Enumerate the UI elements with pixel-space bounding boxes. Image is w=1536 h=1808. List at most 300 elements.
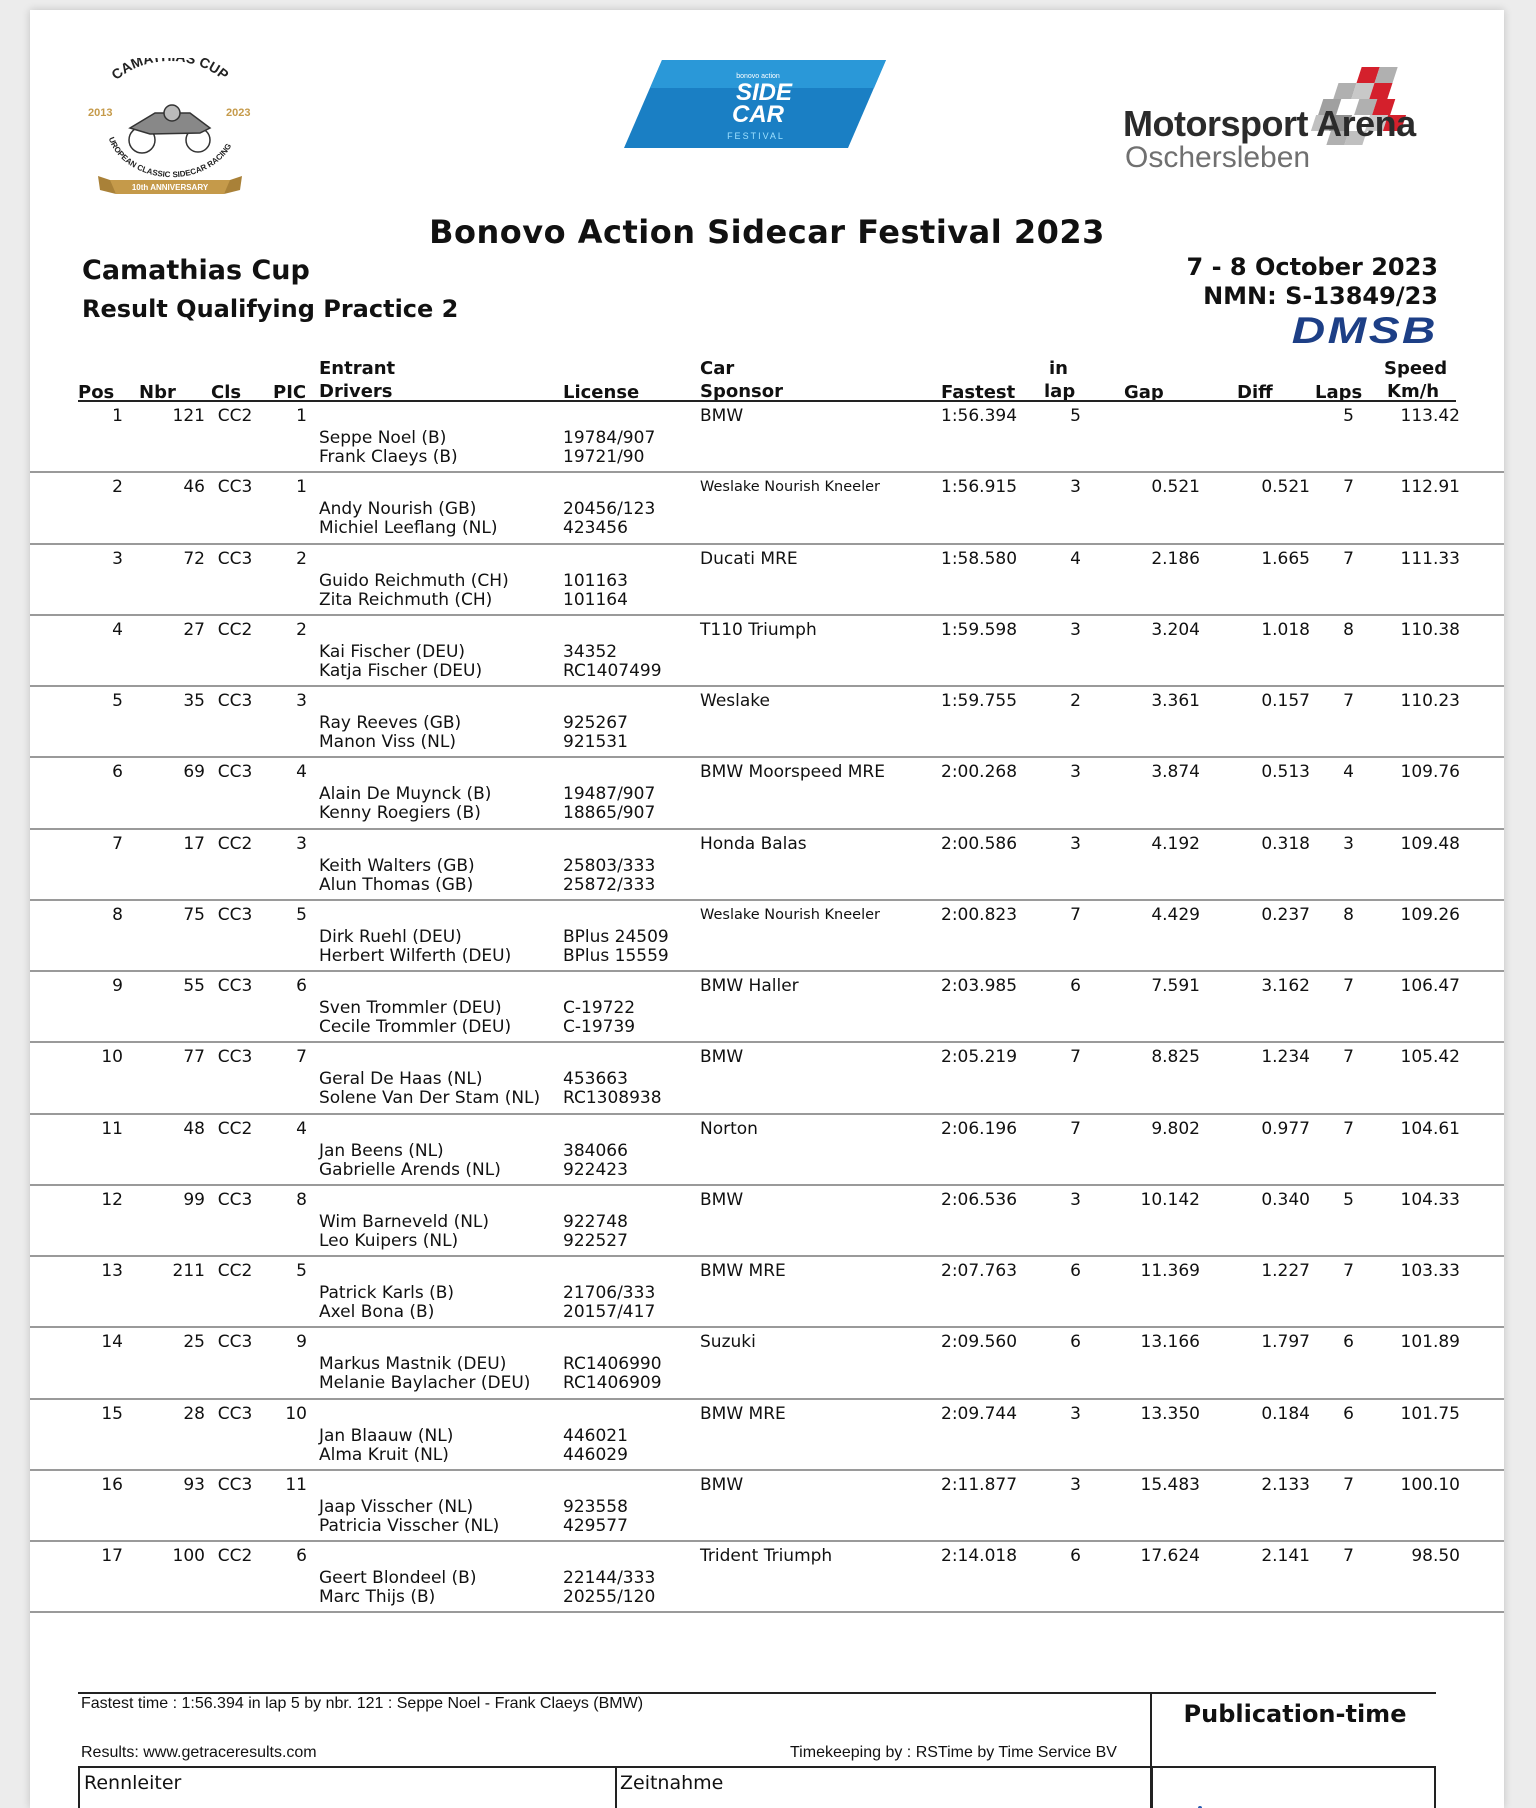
cell-driver2: Solene Van Der Stam (NL) [319,1088,541,1109]
cell-driver1: Guido Reichmuth (CH) [319,570,509,591]
cell-license1: 453663 [563,1069,628,1090]
cell-driver2: Kenny Roegiers (B) [319,803,481,824]
cell-fastest: 1:56.394 [941,406,1018,426]
cell-pic: 9 [296,1332,307,1353]
cell-speed: 111.33 [1400,548,1460,569]
cell-car: Norton [700,1118,758,1139]
cell-nbr: 121 [172,406,205,426]
cell-license2: 429577 [563,1515,628,1536]
event-date: 7 - 8 October 2023 [1186,253,1438,281]
cell-speed: 112.91 [1400,477,1460,498]
publication-time-label: Publication-time [1183,1700,1407,1728]
cell-diff: 0.237 [1261,904,1310,925]
col-diff: Diff [1237,382,1273,403]
cell-car: BMW [700,1047,744,1068]
cell-car: BMW MRE [700,1261,786,1281]
cell-driver2: Manon Viss (NL) [319,732,456,752]
cell-laps: 6 [1343,1332,1354,1353]
cell-in-lap: 6 [1070,1546,1081,1566]
cell-driver1: Sven Trommler (DEU) [319,998,502,1018]
cell-pic: 6 [296,1546,307,1566]
cell-pic: 6 [296,976,307,996]
timekeeping-note: Timekeeping by : RSTime by Time Service BV [790,1744,1117,1761]
cell-pos: 10 [101,1047,123,1068]
cell-nbr: 69 [183,762,205,783]
nmn-number: NMN: S-13849/23 [1203,282,1438,310]
cell-speed: 105.42 [1400,1047,1460,1068]
col-in: in [1049,358,1068,379]
cell-fastest: 1:56.915 [941,477,1018,498]
table-row [30,758,1504,829]
cell-pic: 10 [285,1403,307,1424]
cell-pic: 3 [296,833,307,854]
col-gap: Gap [1124,382,1164,403]
col-entrant: Entrant [319,358,396,379]
cell-pos: 8 [112,904,123,925]
cell-gap: 4.192 [1151,833,1200,854]
col-pos: Pos [78,382,115,403]
cell-nbr: 77 [183,1047,205,1068]
cell-license1: 384066 [563,1140,628,1161]
cell-nbr: 17 [183,833,205,854]
cell-gap: 9.802 [1151,1118,1200,1139]
table-row [30,830,1504,901]
cell-license2: BPlus 15559 [563,945,669,966]
svg-text:SIDE: SIDE [735,79,793,106]
camathias-cup-logo [80,58,260,208]
cell-speed: 104.33 [1400,1189,1460,1210]
cell-pos: 4 [112,619,123,640]
cell-pos: 15 [101,1403,123,1424]
cell-speed: 101.75 [1400,1403,1460,1424]
cell-fastest: 2:09.560 [941,1332,1018,1353]
cell-driver1: Jaap Visscher (NL) [319,1496,474,1517]
cell-diff: 0.340 [1261,1189,1310,1210]
cell-nbr: 72 [183,548,205,569]
cell-driver2: Katja Fischer (DEU) [319,660,483,681]
cell-pic: 2 [296,548,307,569]
cell-license1: 446021 [563,1425,628,1446]
col-cls: Cls [211,382,242,403]
cell-nbr: 28 [183,1403,205,1424]
cell-laps: 7 [1343,477,1354,498]
cell-speed: 103.33 [1400,1261,1460,1281]
cell-laps: 7 [1343,1261,1354,1281]
camathias-logo-text: CAMA S CUP [108,58,232,83]
svg-text:CAR: CAR [732,101,784,128]
cell-diff: 0.513 [1261,762,1310,783]
cell-license2: 423456 [563,518,628,539]
cell-gap: 2.186 [1151,548,1200,569]
arena-location: Oschersleben [1125,141,1311,174]
cell-nbr: 25 [183,1332,205,1353]
cell-car: BMW Moorspeed MRE [700,762,885,783]
cell-driver1: Wim Barneveld (NL) [319,1211,490,1232]
cell-driver1: Seppe Noel (B) [319,428,447,448]
cell-laps: 7 [1343,976,1354,996]
cell-driver2: Axel Bona (B) [319,1302,435,1322]
cell-driver1: Jan Blaauw (NL) [319,1425,454,1446]
cell-diff: 0.184 [1261,1403,1310,1424]
cell-diff: 1.018 [1261,619,1310,640]
cell-in-lap: 6 [1070,1261,1081,1281]
cell-gap: 11.369 [1140,1261,1200,1281]
cell-fastest: 1:58.580 [941,548,1018,569]
cell-diff: 0.157 [1261,691,1310,711]
cell-in-lap: 3 [1070,833,1081,854]
cell-speed: 101.89 [1400,1332,1460,1353]
cell-license2: 20157/417 [563,1302,656,1322]
cell-pos: 9 [112,976,123,996]
svg-text:10th ANNIVERSARY: 10th ANNIVERSARY [131,183,209,192]
cell-car: Ducati MRE [700,548,798,569]
cell-pic: 8 [296,1189,307,1210]
table-row [30,1328,1504,1399]
table-row [30,1471,1504,1542]
cell-driver1: Kai Fischer (DEU) [319,641,466,662]
cell-license1: 101163 [563,570,628,591]
cell-driver1: Alain De Muynck (B) [319,784,492,805]
cell-cls: CC2 [217,1118,253,1139]
cell-in-lap: 5 [1070,406,1081,426]
cell-speed: 109.76 [1400,762,1460,783]
table-row [30,616,1504,687]
cell-license1: RC1406990 [563,1354,662,1375]
cell-in-lap: 3 [1070,762,1081,783]
svg-text:2013: 2013 [88,107,113,119]
cell-license1: 19487/907 [563,784,656,805]
cell-driver2: Melanie Baylacher (DEU) [319,1373,531,1394]
cell-nbr: 35 [183,691,205,711]
cell-pic: 2 [296,619,307,640]
cell-driver1: Geert Blondeel (B) [319,1568,477,1588]
cell-cls: CC2 [217,406,253,426]
cell-cls: CC2 [217,1261,253,1281]
cell-car: BMW [700,406,744,426]
stamp-mark [1170,1802,1230,1808]
cell-gap: 0.521 [1151,477,1200,498]
cell-cls: CC3 [217,1047,253,1068]
col-drivers: Drivers [319,381,393,402]
svg-text:EUROPEAN CLASSIC SIDECAR RACIN: UROPEAN CLASSIC SIDECAR RACING [106,135,234,180]
cell-pos: 17 [101,1546,123,1566]
event-title: Bonovo Action Sidecar Festival 2023 [429,213,1105,251]
cell-diff: 2.141 [1261,1546,1310,1566]
cell-gap: 10.142 [1140,1189,1200,1210]
cell-gap: 13.350 [1140,1403,1200,1424]
table-row [30,1186,1504,1257]
cell-pic: 5 [296,904,307,925]
cell-pic: 1 [296,477,307,498]
table-row [30,1043,1504,1114]
cell-fastest: 1:59.755 [941,691,1018,711]
cell-speed: 104.61 [1400,1118,1460,1139]
cell-license2: 446029 [563,1444,628,1465]
cell-license2: 25872/333 [563,874,656,895]
cell-car: Weslake Nourish Kneeler [700,479,880,496]
cell-diff: 1.234 [1261,1047,1310,1068]
col-car: Car [700,358,735,379]
cell-gap: 3.874 [1151,762,1200,783]
cell-gap: 15.483 [1140,1474,1200,1495]
table-row [30,402,1504,473]
result-sheet [30,10,1504,1808]
cell-laps: 7 [1343,691,1354,711]
cell-driver1: Geral De Haas (NL) [319,1069,483,1090]
cell-fastest: 2:09.744 [941,1403,1018,1424]
svg-text:bonovo action: bonovo action [736,73,780,80]
svg-text:FESTIVAL: FESTIVAL [727,131,785,141]
cell-speed: 98.50 [1411,1546,1460,1566]
cell-car: Weslake [700,691,770,711]
cell-car: BMW Haller [700,976,799,996]
cell-driver1: Dirk Ruehl (DEU) [319,926,462,947]
cell-license1: 19784/907 [563,428,656,448]
cell-fastest: 2:00.586 [941,833,1018,854]
cell-fastest: 2:03.985 [941,976,1018,996]
cell-laps: 6 [1343,1403,1354,1424]
cell-pic: 1 [296,406,307,426]
cell-pos: 6 [112,762,123,783]
cell-driver2: Marc Thijs (B) [319,1587,436,1607]
cell-license2: 18865/907 [563,803,656,824]
cell-nbr: 55 [183,976,205,996]
cell-car: Honda Balas [700,833,807,854]
cell-nbr: 93 [183,1474,205,1495]
cell-diff: 0.318 [1261,833,1310,854]
rennleiter-label: Rennleiter [84,1772,182,1794]
cell-diff: 1.665 [1261,548,1310,569]
cell-diff: 1.797 [1261,1332,1310,1353]
cell-license2: RC1308938 [563,1088,662,1109]
cell-license1: 922748 [563,1211,628,1232]
col-pic: PIC [273,382,307,403]
cell-diff: 3.162 [1261,976,1310,996]
cell-license2: 922423 [563,1159,628,1180]
cell-pos: 2 [112,477,123,498]
cell-cls: CC3 [217,1474,253,1495]
cell-fastest: 2:00.823 [941,904,1018,925]
cell-cls: CC2 [217,1546,253,1566]
cell-driver1: Keith Walters (GB) [319,855,475,876]
table-row [30,473,1504,544]
cell-driver2: Herbert Wilferth (DEU) [319,945,512,966]
cell-fastest: 1:59.598 [941,619,1018,640]
cell-license1: 22144/333 [563,1568,656,1588]
cell-in-lap: 6 [1070,976,1081,996]
cell-nbr: 48 [183,1118,205,1139]
cell-laps: 5 [1343,406,1354,426]
cell-license2: C-19739 [563,1017,636,1037]
cell-speed: 110.38 [1400,619,1460,640]
cell-laps: 7 [1343,1546,1354,1566]
fastest-time-note: Fastest time : 1:56.394 in lap 5 by nbr. 121 : Seppe Noel - Frank Claeys (BMW) [81,1695,644,1712]
cell-nbr: 100 [172,1546,205,1566]
svg-text:CAMATHIAS CUP [108,58,232,83]
table-row [30,545,1504,616]
cell-license1: BPlus 24509 [563,926,669,947]
cell-in-lap: 7 [1070,1118,1081,1139]
cell-car: BMW [700,1189,744,1210]
cell-cls: CC3 [217,904,253,925]
cell-pic: 3 [296,691,307,711]
cell-driver2: Cecile Trommler (DEU) [319,1017,512,1037]
cell-driver2: Leo Kuipers (NL) [319,1230,459,1251]
cell-in-lap: 3 [1070,619,1081,640]
cell-pic: 11 [285,1474,307,1495]
cell-cls: CC3 [217,976,253,996]
col-nbr: Nbr [139,382,176,403]
cell-license2: 19721/90 [563,447,645,467]
cell-cls: CC2 [217,619,253,640]
cell-gap: 4.429 [1151,904,1200,925]
cell-driver2: Alma Kruit (NL) [319,1444,449,1465]
cell-pos: 14 [101,1332,123,1353]
cell-fastest: 2:07.763 [941,1261,1018,1281]
cell-fastest: 2:00.268 [941,762,1018,783]
cell-pos: 3 [112,548,123,569]
cell-gap: 13.166 [1140,1332,1200,1353]
cell-cls: CC3 [217,477,253,498]
cell-pic: 7 [296,1047,307,1068]
dmsb-logo: DMSB [1291,310,1438,351]
cell-license1: 20456/123 [563,499,656,520]
cell-license1: 925267 [563,713,628,733]
cell-diff: 0.521 [1261,477,1310,498]
cell-driver1: Patrick Karls (B) [319,1283,455,1303]
col-laps: Laps [1315,382,1363,403]
cell-in-lap: 3 [1070,477,1081,498]
cell-car: BMW [700,1474,744,1495]
col-sponsor: Sponsor [700,381,783,402]
cell-car: BMW MRE [700,1403,786,1424]
cell-gap: 17.624 [1140,1546,1200,1566]
cell-pos: 16 [101,1474,123,1495]
cell-speed: 113.42 [1400,406,1460,426]
cell-in-lap: 4 [1070,548,1081,569]
cell-driver1: Andy Nourish (GB) [319,499,477,520]
cell-driver2: Michiel Leeflang (NL) [319,518,498,539]
cell-diff: 0.977 [1261,1118,1310,1139]
table-row [30,687,1504,758]
cell-car: Suzuki [700,1332,756,1353]
cell-cls: CC3 [217,548,253,569]
cell-license2: 20255/120 [563,1587,656,1607]
cell-fastest: 2:06.536 [941,1189,1018,1210]
cell-laps: 8 [1343,904,1354,925]
cell-in-lap: 2 [1070,691,1081,711]
cell-fastest: 2:05.219 [941,1047,1018,1068]
cell-pos: 13 [101,1261,123,1281]
cell-nbr: 75 [183,904,205,925]
cell-license2: 922527 [563,1230,628,1251]
cell-driver2: Patricia Visscher (NL) [319,1515,500,1536]
cell-diff: 2.133 [1261,1474,1310,1495]
table-row [30,1400,1504,1471]
cell-cls: CC3 [217,1403,253,1424]
sidecar-festival-logo [624,60,886,156]
cell-driver1: Markus Mastnik (DEU) [319,1354,507,1375]
cell-laps: 5 [1343,1189,1354,1210]
cell-speed: 109.48 [1400,833,1460,854]
cell-license1: 34352 [563,641,618,662]
cell-cls: CC3 [217,762,253,783]
cell-car: Trident Triumph [700,1546,833,1566]
cell-license2: RC1407499 [563,660,662,681]
cell-fastest: 2:14.018 [941,1546,1018,1566]
cell-pos: 7 [112,833,123,854]
cell-in-lap: 6 [1070,1332,1081,1353]
motorsport-arena-logo [1123,63,1453,173]
cell-pic: 4 [296,762,307,783]
cell-fastest: 2:11.877 [941,1474,1018,1495]
table-row [30,1257,1504,1328]
cell-pos: 12 [101,1189,123,1210]
cell-gap: 3.361 [1151,691,1200,711]
cell-speed: 106.47 [1400,976,1460,996]
col-speed: Speed [1384,358,1448,379]
cell-speed: 100.10 [1400,1474,1460,1495]
cell-driver2: Alun Thomas (GB) [319,874,474,895]
cell-driver2: Gabrielle Arends (NL) [319,1159,501,1180]
cell-laps: 8 [1343,619,1354,640]
zeitnahme-label: Zeitnahme [620,1772,724,1794]
cell-gap: 7.591 [1151,976,1200,996]
cell-driver2: Frank Claeys (B) [319,447,458,467]
cell-license1: 25803/333 [563,855,656,876]
cell-in-lap: 3 [1070,1189,1081,1210]
cell-laps: 3 [1343,833,1354,854]
signature-box [78,1766,1436,1808]
cell-pic: 5 [296,1261,307,1281]
cell-car: Weslake Nourish Kneeler [700,906,880,923]
cell-laps: 4 [1343,762,1354,783]
cell-cls: CC3 [217,1332,253,1353]
cell-license1: C-19722 [563,998,636,1018]
cell-pos: 11 [101,1118,123,1139]
cell-in-lap: 7 [1070,1047,1081,1068]
cell-in-lap: 3 [1070,1403,1081,1424]
cell-fastest: 2:06.196 [941,1118,1018,1139]
cell-driver1: Ray Reeves (GB) [319,713,462,733]
svg-text:2023: 2023 [226,107,251,119]
cell-license2: 921531 [563,732,628,752]
cell-diff: 1.227 [1261,1261,1310,1281]
table-row [30,901,1504,972]
arena-name: Motorsport Arena [1123,103,1416,144]
cell-laps: 7 [1343,1474,1354,1495]
col-license: License [563,382,640,403]
table-row [30,972,1504,1043]
cell-in-lap: 3 [1070,1474,1081,1495]
cell-laps: 7 [1343,1118,1354,1139]
cell-speed: 109.26 [1400,904,1460,925]
session-title: Result Qualifying Practice 2 [82,295,459,323]
results-url: Results: www.getraceresults.com [81,1744,317,1761]
cell-license2: RC1406909 [563,1373,662,1394]
table-row [30,1542,1504,1613]
col-fastest: Fastest [941,382,1016,403]
cell-license1: 21706/333 [563,1283,656,1303]
cell-driver2: Zita Reichmuth (CH) [319,589,493,610]
cell-speed: 110.23 [1400,691,1460,711]
cell-cls: CC3 [217,1189,253,1210]
cell-nbr: 99 [183,1189,205,1210]
cell-pos: 5 [112,691,123,711]
cell-license2: 101164 [563,589,628,610]
cell-cls: CC3 [217,691,253,711]
cell-nbr: 46 [183,477,205,498]
